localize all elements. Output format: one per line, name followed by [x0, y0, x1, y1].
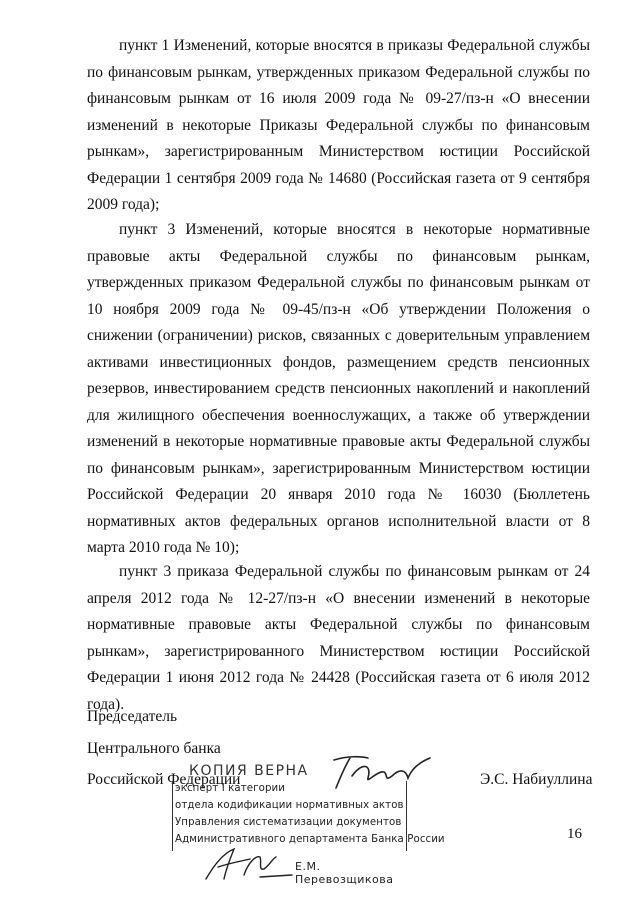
paragraph-2: пункт 3 Изменений, которые вносятся в некоторые нормативные правовые акты Федеральной службы по финансовым рынкам, утвержденных приказом Федеральной службы по финансовым рынкам от 10 ноября 2009 года № 09-45/пз-н «Об утверждении Положения о снижении (ограничении) рисков, связанных с доверительным управлением активами инвестиционных фондов, размещением средств пенсионных резервов, инвестированием средств пенсионных накоплений и накоплений для жилищного обеспечения военнослужащих, а также об утверждении изменений в некоторые нормативные правовые акты Федеральной службы по финансовым рынкам», зарегистрированным Министерством юстиции Российской Федерации 20 января 2010 года № 16030 (Бюллетень нормативных актов федеральных органов исполнительной власти от 8 марта 2010 года № 10);	[87, 221, 590, 556]
page-number: 16	[567, 826, 582, 842]
signatory-title-line-1: Председатель	[87, 708, 178, 725]
paragraph-1: пункт 1 Изменений, которые вносятся в приказы Федеральной службы по финансовым рынкам, утвержденных приказом Федеральной службы по финансовым рынкам от 16 июля 2009 года № 09-27/пз-н «О внесении изменений в некоторые Приказы Федеральной службы по финансовым рынкам», зарегистрированным Министерством юстиции Российской Федерации 1 сентября 2009 года № 14680 (Российская газета от 9 сентября 2009 года);	[87, 37, 590, 213]
stamp-signature	[200, 845, 295, 883]
stamp-signer-name: Е.М. Перевозщикова	[295, 860, 394, 886]
signer-name: Э.С. Набиуллина	[480, 771, 593, 788]
signatory-title-line-2: Центрального банка	[87, 740, 221, 757]
paragraph-3: пункт 3 приказа Федеральной службы по финансовым рынкам от 24 апреля 2012 года № 12-27/пз-н «О внесении изменений в некоторые нормативные правовые акты Федеральной службы по финансовым рынкам», зарегистрированного Министерством юстиции Российской Федерации 1 июня 2012 года № 24428 (Российская газета от 6 июля 2012 года).	[87, 563, 590, 713]
stamp-line-4: Административного департамента Банка России	[175, 834, 445, 845]
stamp-line-3: Управления систематизации документов	[175, 817, 402, 828]
signatory-title-line-3: Российской Федерации	[87, 771, 241, 788]
stamp-line-2: отдела кодификации нормативных актов	[175, 800, 404, 811]
stamp-line-1: эксперт I категории	[175, 783, 285, 794]
copy-certification-stamp	[172, 763, 445, 886]
stamp-title: КОПИЯ ВЕРНА	[189, 763, 309, 779]
